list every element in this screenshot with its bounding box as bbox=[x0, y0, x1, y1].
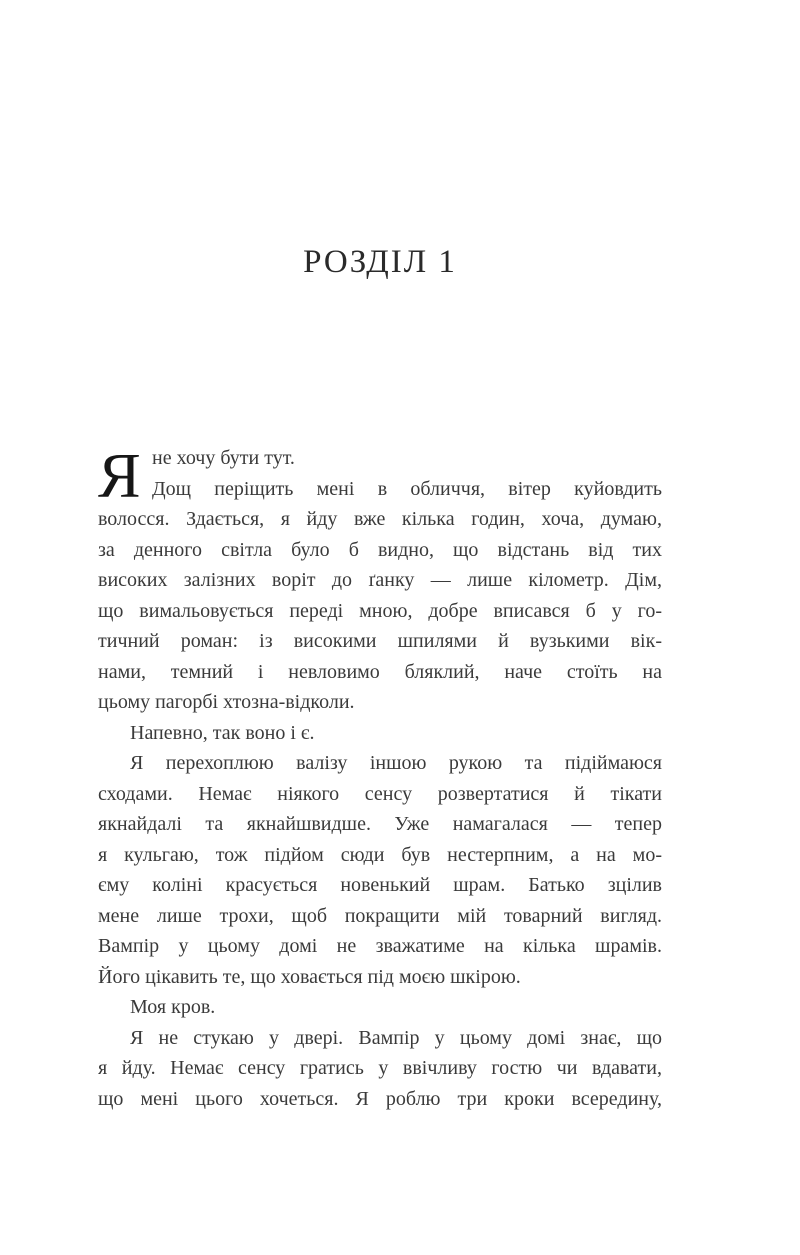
text-line: я йду. Немає сенсу гратись у ввічливу гостю чи вдавати, bbox=[98, 1057, 662, 1079]
text-line: Його цікавить те, що ховається під моєю шкірою. bbox=[98, 965, 521, 988]
text-line: єму коліні красується новенький шрам. Батько зцілив bbox=[98, 874, 662, 896]
text-line: високих залізних воріт до ґанку — лише кілометр. Дім, bbox=[98, 569, 662, 591]
text-line: мене лише трохи, щоб покращити мій товарний вигляд. bbox=[98, 904, 662, 927]
text-line: якнайдалі та якнайшвидше. Уже намагалася — тепер bbox=[98, 813, 662, 835]
text-line: Дощ періщить мені в обличчя, вітер куйовдить bbox=[152, 477, 662, 500]
text-line: я кульгаю, тож підйом сюди був нестерпним, а на мо- bbox=[98, 843, 662, 866]
text-line: волосся. Здається, я йду вже кілька годин, хоча, думаю, bbox=[98, 508, 662, 530]
text-line: Напевно, так воно і є. bbox=[130, 721, 315, 744]
drop-cap: Я bbox=[98, 440, 141, 511]
text-line: не хочу бути тут. bbox=[152, 447, 295, 469]
text-line: Я перехоплюю валізу іншою рукою та підіймаюся bbox=[130, 752, 662, 774]
text-line: нами, темний і невловимо бляклий, наче стоїть на bbox=[98, 660, 662, 683]
text-line: що мені цього хочеться. Я роблю три кроки всередину, bbox=[98, 1087, 662, 1110]
text-line: Моя кров. bbox=[130, 996, 216, 1018]
chapter-heading: РОЗДІЛ 1 bbox=[303, 244, 457, 280]
text-line: Вампір у цьому домі не зважатиме на кілька шрамів. bbox=[98, 935, 662, 957]
text-line: за денного світла було б видно, що відстань від тих bbox=[98, 538, 662, 561]
text-line: сходами. Немає ніякого сенсу розвертатися й тікати bbox=[98, 782, 662, 805]
body-text bbox=[98, 443, 662, 1114]
text-line: що вимальовується переді мною, добре вписався б у го- bbox=[98, 599, 662, 622]
text-line: цьому пагорбі хтозна-відколи. bbox=[98, 691, 355, 713]
text-line: тичний роман: із високими шпилями й вузькими вік- bbox=[98, 630, 662, 652]
text-line: Я не стукаю у двері. Вампір у цьому домі знає, що bbox=[130, 1026, 662, 1049]
